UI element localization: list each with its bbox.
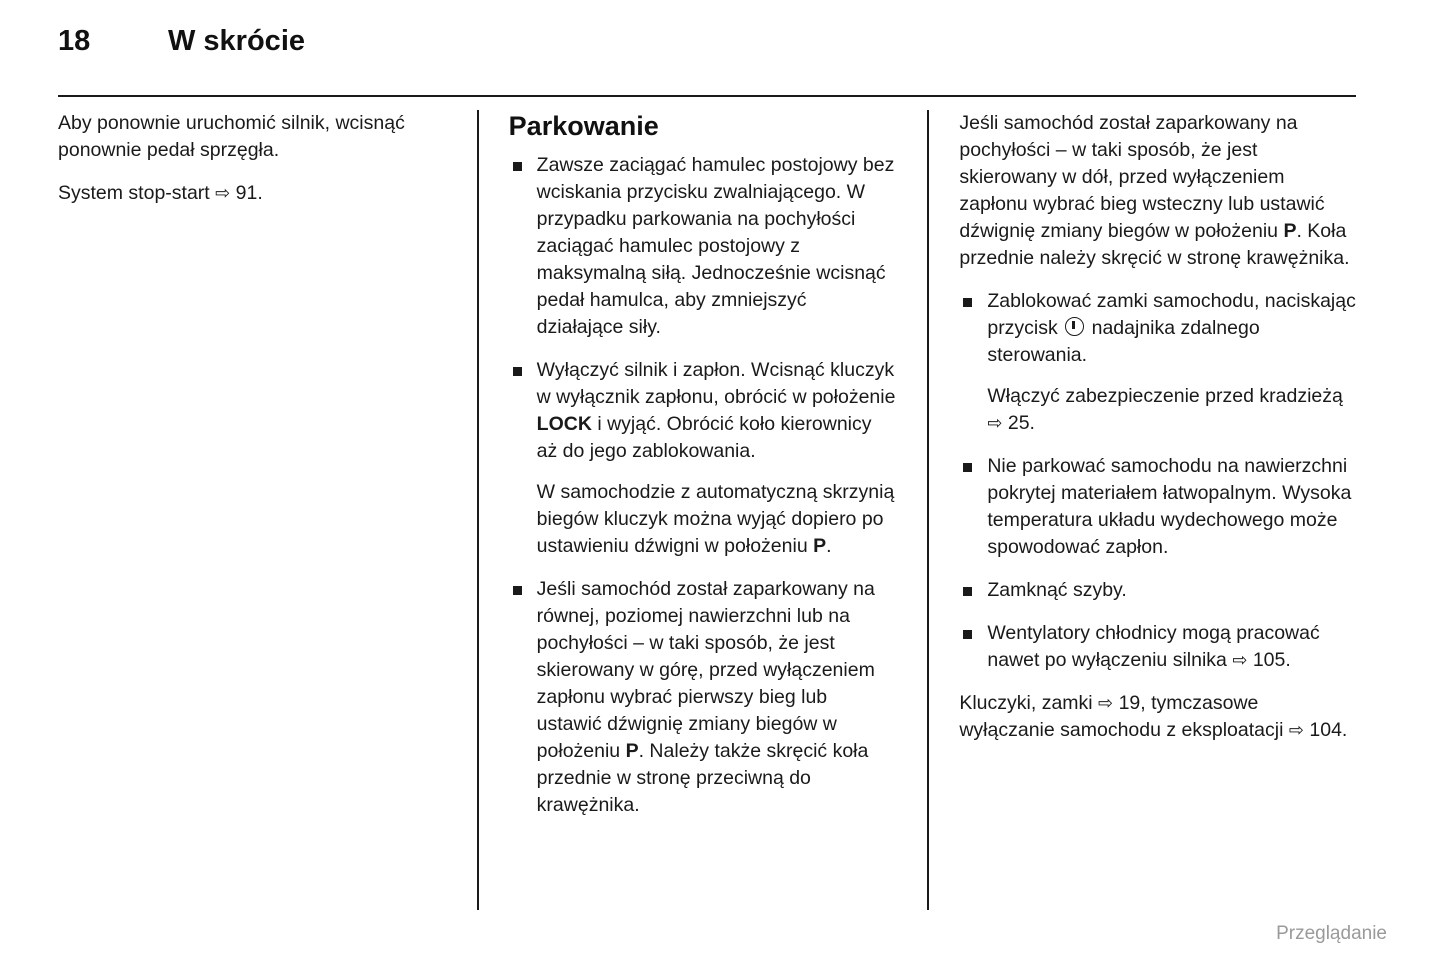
list-item xyxy=(959,288,1358,437)
bullet-text-part-2: nadajnika zdalnego sterowania. xyxy=(987,317,1260,366)
bullet-text-part-1: Wyłączyć silnik i zapłon. Wcisnąć kluczyk w wyłącznik zapłonu, obrócić w położenie xyxy=(536,359,896,408)
parking-bullet-list xyxy=(509,152,898,819)
bullet-text: Nie parkować samochodu na nawierzchni pokrytej materiałem łatwopalnym. Wysoka temperatura układu wydechowego może spowodować zapłon. xyxy=(987,455,1352,558)
list-item xyxy=(509,357,898,560)
closing-text-part-1: Kluczyki, zamki xyxy=(959,692,1099,714)
list-item xyxy=(509,576,898,819)
footer-label: Przeglądanie xyxy=(1276,923,1387,944)
bold-p-position: P xyxy=(1283,220,1297,242)
bold-p-position: P xyxy=(813,535,827,557)
chapter-title: W skrócie xyxy=(168,25,305,57)
reference-arrow-icon: ⇨ xyxy=(1232,650,1248,671)
bullet-square-icon xyxy=(963,463,972,472)
stop-start-page: 91. xyxy=(235,182,263,204)
list-item xyxy=(959,620,1358,674)
key-lock-icon xyxy=(1065,317,1084,336)
closing-page-2: 104. xyxy=(1309,719,1348,741)
list-item xyxy=(959,577,1358,604)
sub-text-part-1: Włączyć zabezpieczenie przed kradzieżą xyxy=(987,385,1343,407)
bullet-text: Zamknąć szyby. xyxy=(987,579,1127,601)
bullet-text-part-1: Wentylatory chłodnicy mogą pracować nawet po wyłączeniu silnika xyxy=(987,622,1320,671)
intro-text-part-1: Jeśli samochód został zaparkowany na pochyłości – w taki sposób, że jest skierowany w dół, przed wyłączeniem zapłonu wybrać bieg wsteczny lub ustawić dźwignię zmiany biegów w położeniu xyxy=(959,112,1325,242)
header-divider-rule xyxy=(58,95,1356,97)
closing-text-part-2: , tymczasowe wyłączanie samochodu z eksploatacji xyxy=(959,692,1289,741)
bold-lock-position: LOCK xyxy=(536,413,592,435)
bullet-text-part-2: . Należy także skręcić koła przednie w stronę przeciwną do krawężnika. xyxy=(536,740,869,816)
stop-start-label: System stop-start xyxy=(58,182,210,204)
bullet-text-part-1: Zablokować zamki samochodu, naciskając przycisk xyxy=(987,290,1356,339)
sub-paragraph-antitheft xyxy=(987,383,1358,437)
paragraph-stop-start-reference xyxy=(58,180,447,207)
reference-arrow-icon: ⇨ xyxy=(1288,720,1304,741)
paragraph-closing-references xyxy=(959,690,1358,744)
list-item xyxy=(959,453,1358,561)
section-title-parking: Parkowanie xyxy=(508,111,659,141)
paragraph-restart-engine: Aby ponownie uruchomić silnik, wcisnąć ponownie pedał sprzęgła. xyxy=(58,112,405,161)
column-left xyxy=(58,110,477,920)
page-header xyxy=(58,24,1387,80)
bullet-square-icon xyxy=(513,367,522,376)
sub-reference-page: 25. xyxy=(1007,412,1035,434)
intro-text-part-2: . Koła przednie należy skręcić w stronę krawężnika. xyxy=(959,220,1350,269)
paragraph-downhill-parking xyxy=(959,110,1358,272)
sub-paragraph-automatic-gearbox xyxy=(537,479,898,560)
sub-text-part-2: . xyxy=(826,535,832,557)
content-columns xyxy=(58,110,1358,920)
parking-bullet-list-continued xyxy=(959,288,1358,674)
bullet-square-icon xyxy=(963,587,972,596)
bullet-square-icon xyxy=(513,162,522,171)
reference-arrow-icon: ⇨ xyxy=(987,413,1003,434)
bullet-square-icon xyxy=(963,630,972,639)
bullet-text-part-2: i wyjąć. Obrócić koło kierownicy aż do jego zablokowania. xyxy=(536,413,872,462)
bold-p-position: P xyxy=(625,740,639,762)
reference-arrow-icon: ⇨ xyxy=(215,183,231,204)
bullet-square-icon xyxy=(963,298,972,307)
column-middle xyxy=(479,110,928,920)
reference-page: 105. xyxy=(1252,649,1291,671)
sub-text-part-1: W samochodzie z automatyczną skrzynią biegów kluczyk można wyjąć dopiero po ustawieniu dźwigni w położeniu xyxy=(536,481,895,557)
bullet-text: Zawsze zaciągać hamulec postojowy bez wciskania przycisku zwalniającego. W przypadku parkowania na pochyłości zaciągać hamulec postojowy z maksymalną siłą. Jednocześnie wcisnąć pedał hamulca, aby zmniejszyć działające siły. xyxy=(536,154,895,338)
bullet-text-part-1: Jeśli samochód został zaparkowany na równej, poziomej nawierzchni lub na pochyłości – w taki sposób, że jest skierowany w górę, przed wyłączeniem zapłonu wybrać pierwszy bieg lub ustawić dźwignię zmiany biegów w położeniu xyxy=(536,578,875,762)
page-number: 18 xyxy=(58,25,91,57)
reference-arrow-icon: ⇨ xyxy=(1098,693,1114,714)
bullet-square-icon xyxy=(513,586,522,595)
column-right xyxy=(929,110,1358,920)
list-item xyxy=(509,152,898,341)
closing-page-1: 19 xyxy=(1118,692,1141,714)
